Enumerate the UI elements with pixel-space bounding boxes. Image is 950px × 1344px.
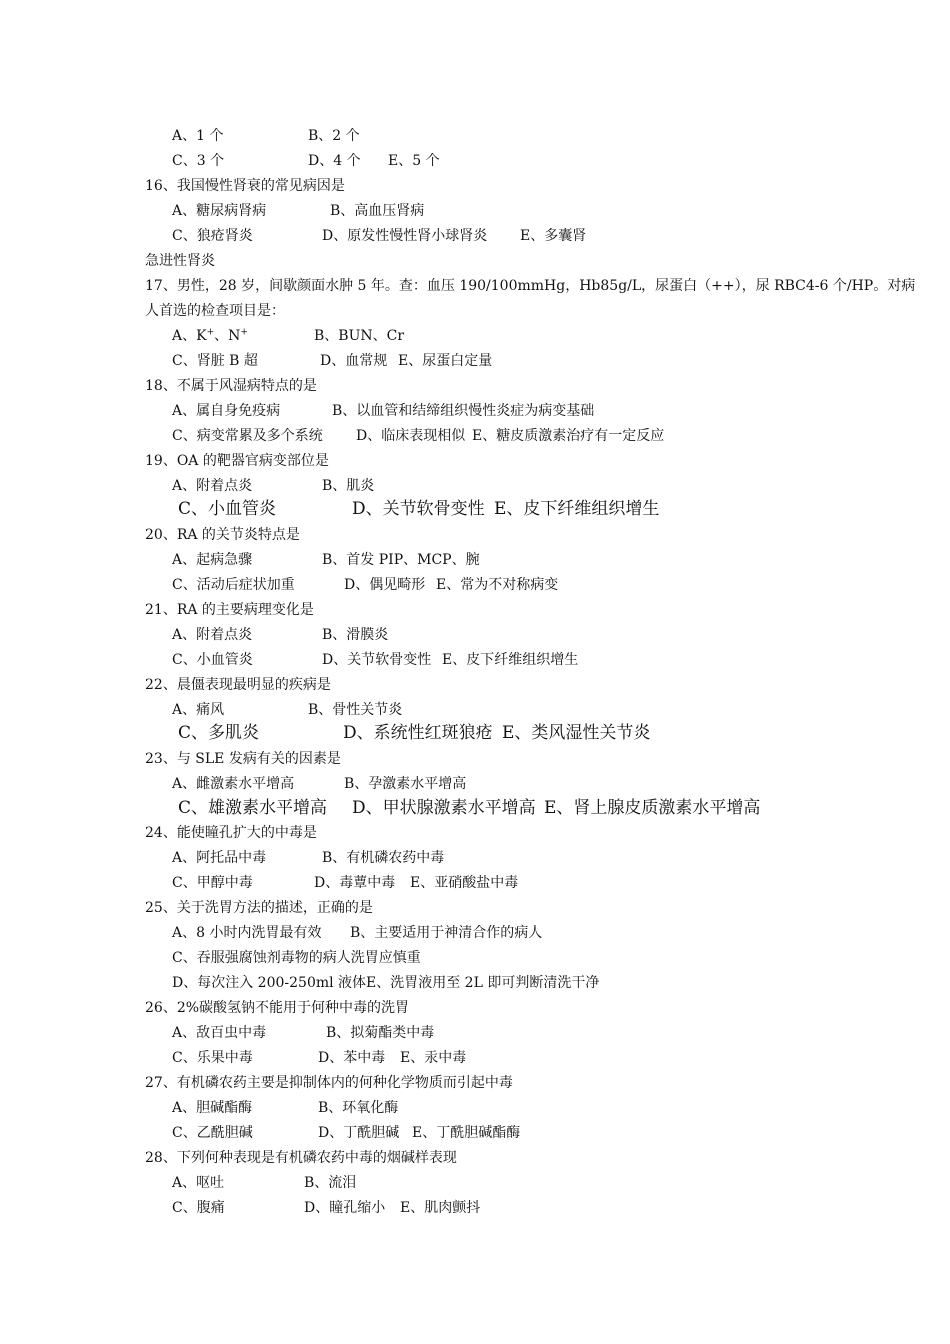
q15-option-b: B、2 个 [308, 128, 360, 144]
q19-option-b: B、肌炎 [322, 478, 375, 494]
q28-option-d: D、瞳孔缩小 [304, 1200, 386, 1216]
q24-option-e: E、亚硝酸盐中毒 [410, 875, 519, 891]
q22-option-c: C、多肌炎 [178, 723, 260, 743]
q17-option-a: A、K+、N+ [172, 327, 248, 344]
q25-option-c: C、吞服强腐蚀剂毒物的病人洗胃应慎重 [172, 950, 421, 966]
q27-option-e: E、丁酰胆碱酯酶 [412, 1125, 521, 1141]
q23-option-c: C、雄激素水平增高 [178, 798, 328, 818]
q20-stem: 20、RA 的关节炎特点是 [145, 527, 300, 543]
q26-option-c: C、乐果中毒 [172, 1050, 253, 1066]
q17-stem-line1: 17、男性，28 岁，间歇颜面水肿 5 年。查：血压 190/100mmHg，Hb85g/L，尿蛋白（++），尿 RBC4-6 个/HP。对病 [145, 278, 916, 294]
q17-option-d: D、血常规 [320, 353, 388, 369]
q21-option-a: A、附着点炎 [172, 627, 253, 643]
q22-stem: 22、晨僵表现最明显的疾病是 [145, 677, 331, 693]
q17-option-e: E、尿蛋白定量 [398, 353, 493, 369]
q24-option-c: C、甲醇中毒 [172, 875, 253, 891]
q21-option-d: D、关节软骨变性 [322, 652, 432, 668]
q16-option-d: D、原发性慢性肾小球肾炎 [322, 228, 488, 244]
q16-stem: 16、我国慢性肾衰的常见病因是 [145, 178, 345, 194]
q18-option-b: B、以血管和结缔组织慢性炎症为病变基础 [332, 403, 595, 419]
q27-option-d: D、丁酰胆碱 [318, 1125, 400, 1141]
q16-option-e: E、多囊肾 [520, 228, 587, 244]
q19-option-e: E、皮下纤维组织增生 [494, 499, 660, 519]
q26-stem: 26、2%碳酸氢钠不能用于何种中毒的洗胃 [145, 1000, 410, 1016]
q23-option-d: D、甲状腺激素水平增高 [352, 798, 536, 818]
q18-option-c: C、病变常累及多个系统 [172, 428, 323, 444]
q17-stem-line2: 人首选的检查项目是： [145, 303, 285, 319]
q19-stem: 19、OA 的靶器官病变部位是 [145, 453, 329, 469]
q17-option-c: C、肾脏 B 超 [172, 353, 258, 369]
q20-option-c: C、活动后症状加重 [172, 577, 295, 593]
q24-stem: 24、能使瞳孔扩大的中毒是 [145, 825, 317, 841]
q16-option-c: C、狼疮肾炎 [172, 228, 253, 244]
q19-option-c: C、小血管炎 [178, 499, 277, 519]
q26-option-d: D、苯中毒 [318, 1050, 386, 1066]
q26-option-e: E、汞中毒 [400, 1050, 467, 1066]
q24-option-b: B、有机磷农药中毒 [322, 850, 445, 866]
q16-extra: 急进性肾炎 [145, 253, 215, 269]
q28-option-a: A、呕吐 [172, 1175, 225, 1191]
q24-option-d: D、毒蕈中毒 [314, 875, 396, 891]
q22-option-d: D、系统性红斑狼疮 [343, 723, 493, 743]
q21-stem: 21、RA 的主要病理变化是 [145, 602, 314, 618]
q27-option-c: C、乙酰胆碱 [172, 1125, 253, 1141]
q19-option-a: A、附着点炎 [172, 478, 253, 494]
q21-option-e: E、皮下纤维组织增生 [442, 652, 579, 668]
q27-option-a: A、胆碱酯酶 [172, 1100, 253, 1116]
q23-option-e: E、肾上腺皮质激素水平增高 [544, 798, 761, 818]
q23-option-b: B、孕激素水平增高 [344, 776, 467, 792]
q17-option-b: B、BUN、Cr [314, 328, 405, 344]
q25-option-a: A、8 小时内洗胃最有效 [172, 925, 322, 941]
q23-option-a: A、雌激素水平增高 [172, 776, 295, 792]
q15-option-e: E、5 个 [388, 153, 440, 169]
q20-option-a: A、起病急骤 [172, 552, 253, 568]
q18-option-d: D、临床表现相似 [356, 428, 466, 444]
q28-option-e: E、肌肉颤抖 [400, 1200, 481, 1216]
q28-option-c: C、腹痛 [172, 1200, 225, 1216]
q24-option-a: A、阿托品中毒 [172, 850, 267, 866]
q22-option-a: A、痛风 [172, 702, 225, 718]
q16-option-a: A、糖尿病肾病 [172, 203, 267, 219]
q23-stem: 23、与 SLE 发病有关的因素是 [145, 751, 341, 767]
q20-option-b: B、首发 PIP、MCP、腕 [322, 552, 480, 568]
q25-option-d: D、每次注入 200-250ml 液体 [172, 975, 367, 991]
q20-option-d: D、偶见畸形 [344, 577, 426, 593]
q28-option-b: B、流泪 [304, 1175, 357, 1191]
q22-option-b: B、骨性关节炎 [308, 702, 403, 718]
q27-option-b: B、环氧化酶 [318, 1100, 399, 1116]
q21-option-b: B、滑膜炎 [322, 627, 389, 643]
q15-option-d: D、4 个 [308, 153, 361, 169]
q19-option-d: D、关节软骨变性 [352, 499, 485, 519]
q26-option-b: B、拟菊酯类中毒 [326, 1025, 435, 1041]
q21-option-c: C、小血管炎 [172, 652, 253, 668]
q18-stem: 18、不属于风湿病特点的是 [145, 378, 317, 394]
q25-option-b: B、主要适用于神清合作的病人 [350, 925, 543, 941]
q22-option-e: E、类风湿性关节炎 [502, 723, 651, 743]
q25-stem: 25、关于洗胃方法的描述，正确的是 [145, 900, 373, 916]
q16-option-b: B、高血压肾病 [330, 203, 425, 219]
q18-option-e: E、糖皮质激素治疗有一定反应 [472, 428, 665, 444]
q28-stem: 28、下列何种表现是有机磷农药中毒的烟碱样表现 [145, 1150, 457, 1166]
q20-option-e: E、常为不对称病变 [436, 577, 559, 593]
q27-stem: 27、有机磷农药主要是抑制体内的何种化学物质而引起中毒 [145, 1075, 513, 1091]
q15-option-c: C、3 个 [172, 153, 225, 169]
q26-option-a: A、敌百虫中毒 [172, 1025, 267, 1041]
q15-option-a: A、1 个 [172, 128, 224, 144]
q25-option-e: E、洗胃液用至 2L 即可判断清洗干净 [366, 975, 600, 991]
q18-option-a: A、属自身免疫病 [172, 403, 281, 419]
